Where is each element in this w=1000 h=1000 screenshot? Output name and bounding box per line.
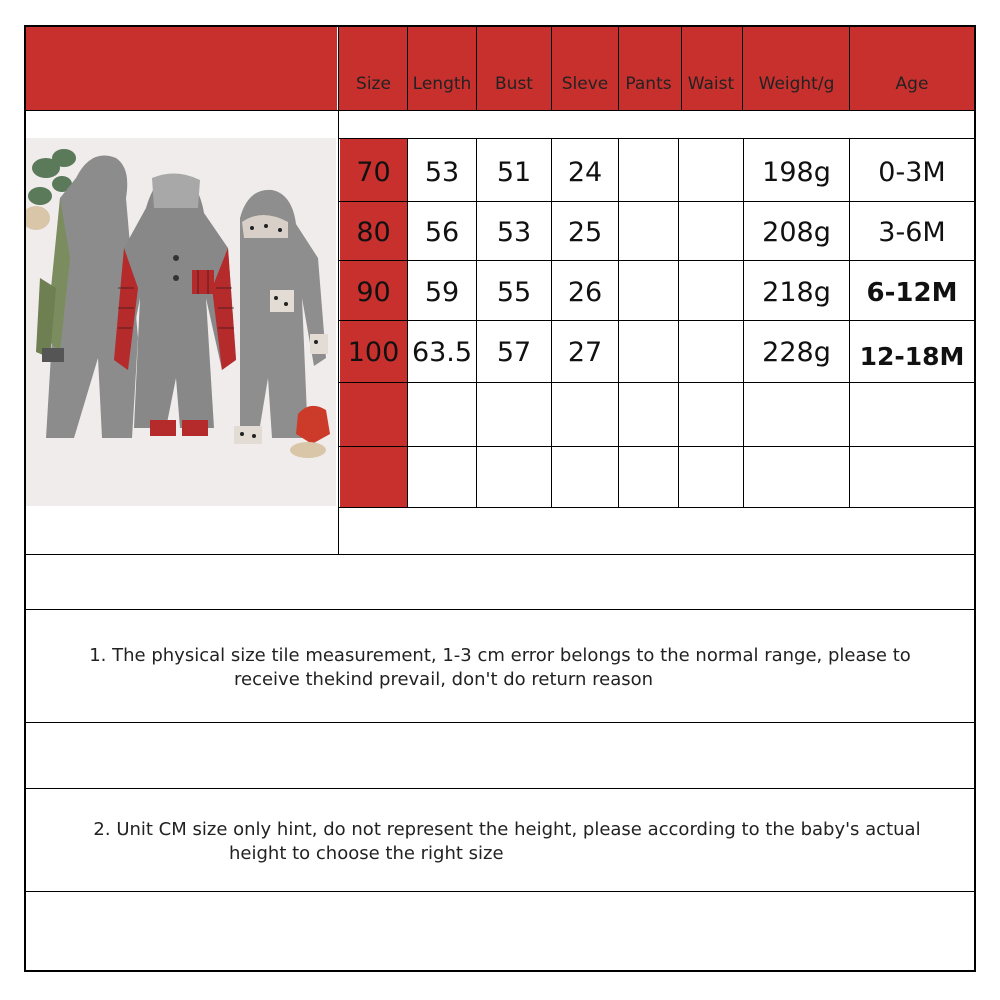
cell-size: 90 bbox=[356, 277, 391, 308]
cell-age: 0-3M bbox=[878, 157, 946, 188]
note-1 bbox=[26, 644, 974, 692]
note-1-line-1: 1. The physical size tile measurement, 1-3 cm error belongs to the normal range, please to bbox=[89, 645, 911, 666]
baby-rompers-photo-icon bbox=[26, 138, 336, 506]
cell-bust: 53 bbox=[496, 217, 532, 248]
cell-age: 3-6M bbox=[878, 217, 946, 248]
cell-size: 80 bbox=[356, 217, 391, 248]
cell-waist bbox=[679, 324, 743, 381]
header-band-left bbox=[26, 27, 337, 111]
cell-length: 63.5 bbox=[411, 337, 473, 368]
header-size: Size bbox=[356, 74, 391, 94]
note-2 bbox=[26, 818, 974, 866]
cell-sleeve: 24 bbox=[567, 157, 603, 188]
cell-age: 12-18M bbox=[859, 342, 965, 371]
note-1-line-2: receive thekind prevail, don't do return reason bbox=[234, 669, 654, 690]
cell-sleeve: 26 bbox=[567, 277, 603, 308]
header-weight: Weight/g bbox=[758, 74, 835, 94]
header-sleeve: Sleve bbox=[561, 74, 609, 94]
cell-pants bbox=[619, 144, 678, 201]
cell-length: 53 bbox=[424, 157, 460, 188]
cell-length: 59 bbox=[424, 277, 460, 308]
cell-pants bbox=[619, 264, 678, 321]
cell-weight: 198g bbox=[762, 157, 831, 188]
note-2-line-2: height to choose the right size bbox=[229, 843, 504, 864]
header-bust: Bust bbox=[495, 74, 533, 94]
cell-weight: 228g bbox=[762, 337, 831, 368]
cell-sleeve: 25 bbox=[567, 217, 603, 248]
cell-bust: 51 bbox=[496, 157, 532, 188]
header-waist: Waist bbox=[687, 74, 735, 94]
cell-size: 100 bbox=[347, 337, 400, 368]
cell-waist bbox=[679, 144, 743, 201]
cell-sleeve: 27 bbox=[567, 337, 603, 368]
cell-weight: 218g bbox=[762, 277, 831, 308]
cell-bust: 57 bbox=[496, 337, 532, 368]
cell-age: 6-12M bbox=[866, 277, 958, 308]
product-photo bbox=[26, 138, 336, 506]
cell-waist bbox=[679, 204, 743, 261]
note-2-line-1: 2. Unit CM size only hint, do not represent the height, please according to the baby's actual bbox=[93, 819, 921, 840]
cell-pants bbox=[619, 324, 678, 381]
cell-bust: 55 bbox=[496, 277, 532, 308]
cell-size: 70 bbox=[356, 157, 391, 188]
header-length: Length bbox=[412, 74, 472, 94]
cell-weight: 208g bbox=[762, 217, 831, 248]
header-pants: Pants bbox=[625, 74, 672, 94]
header-age: Age bbox=[895, 74, 929, 94]
cell-length: 56 bbox=[424, 217, 460, 248]
cell-waist bbox=[679, 264, 743, 321]
cell-pants bbox=[619, 204, 678, 261]
